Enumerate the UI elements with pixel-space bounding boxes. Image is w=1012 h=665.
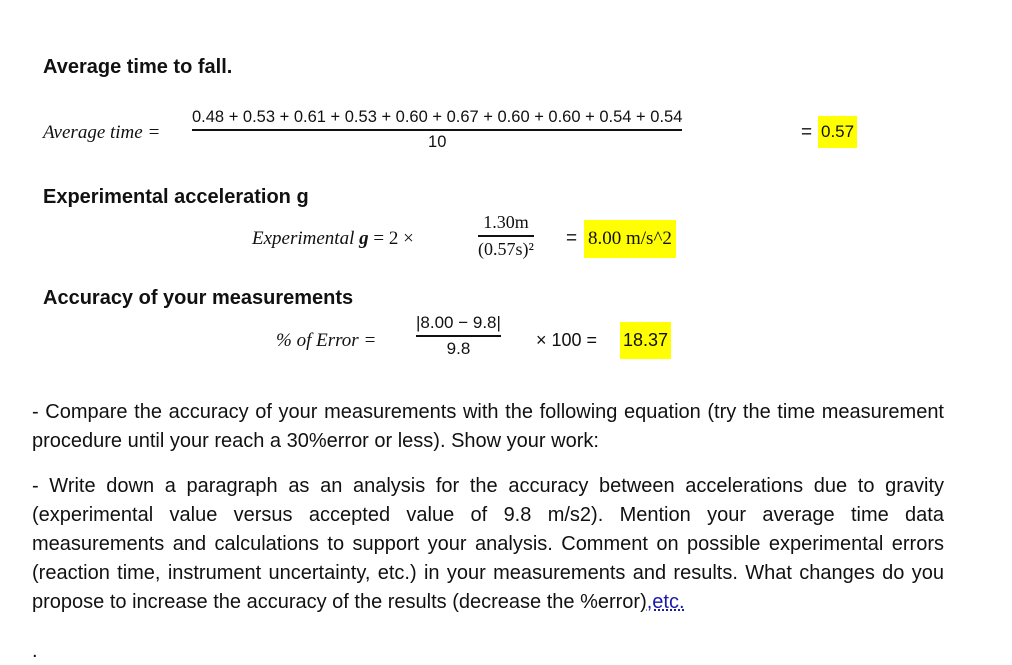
percent-error-result: 18.37 (620, 322, 671, 359)
heading-experimental-g: Experimental acceleration g (43, 186, 309, 208)
average-time-label: Average time = (43, 122, 161, 143)
heading-accuracy: Accuracy of your measurements (43, 287, 354, 309)
g-symbol: g (359, 228, 369, 249)
average-time-denominator: 10 (428, 132, 447, 151)
percent-error-fraction (416, 313, 501, 359)
experimental-g-denominator: (0.57s)² (478, 238, 534, 259)
etc-text: ,etc. (646, 591, 685, 613)
experimental-g-label (252, 228, 414, 250)
fraction-bar (416, 335, 501, 337)
equals-sign: = (566, 228, 578, 249)
experimental-g-result: 8.00 m/s^2 (584, 220, 676, 258)
experimental-g-numerator: 1.30m (483, 212, 529, 232)
trailing-dot: . (32, 640, 38, 662)
heading-average-time: Average time to fall. (43, 56, 233, 78)
average-time-result: 0.57 (818, 116, 857, 148)
instruction-compare: - Compare the accuracy of your measurements with the following equation (try the time measurement procedure until your reach a 30%error or less). Show your work: (32, 401, 944, 452)
average-time-numerator: 0.48 + 0.53 + 0.61 + 0.53 + 0.60 + 0.67 + 0.60 + 0.60 + 0.54 + 0.54 (192, 108, 683, 126)
instruction-analysis (32, 472, 944, 617)
fraction-bar (192, 129, 682, 131)
percent-error-denominator: 9.8 (446, 338, 471, 358)
percent-error-label: % of Error = (276, 330, 377, 351)
instruction-analysis-text: - Write down a paragraph as an analysis for the accuracy between accelerations due to gravity (experimental value versus accepted value of 9.8 m/s2). Mention your average time data measurements and calculations to support your analysis. Comment on possible experimental errors (reaction time, instrument uncertainty, etc.) in your measurements and results. What changes do you propose to increase the accuracy of the results (decrease the %error) (32, 475, 944, 613)
times-hundred: × 100 = (536, 330, 598, 350)
times-two: = 2 × (368, 228, 414, 249)
experimental-word: Experimental (252, 228, 360, 249)
fraction-bar (478, 235, 534, 237)
percent-error-numerator: |8.00 − 9.8| (416, 313, 501, 332)
average-time-fraction (192, 108, 682, 152)
experimental-g-fraction (478, 212, 534, 260)
equals-sign: = (801, 122, 813, 143)
